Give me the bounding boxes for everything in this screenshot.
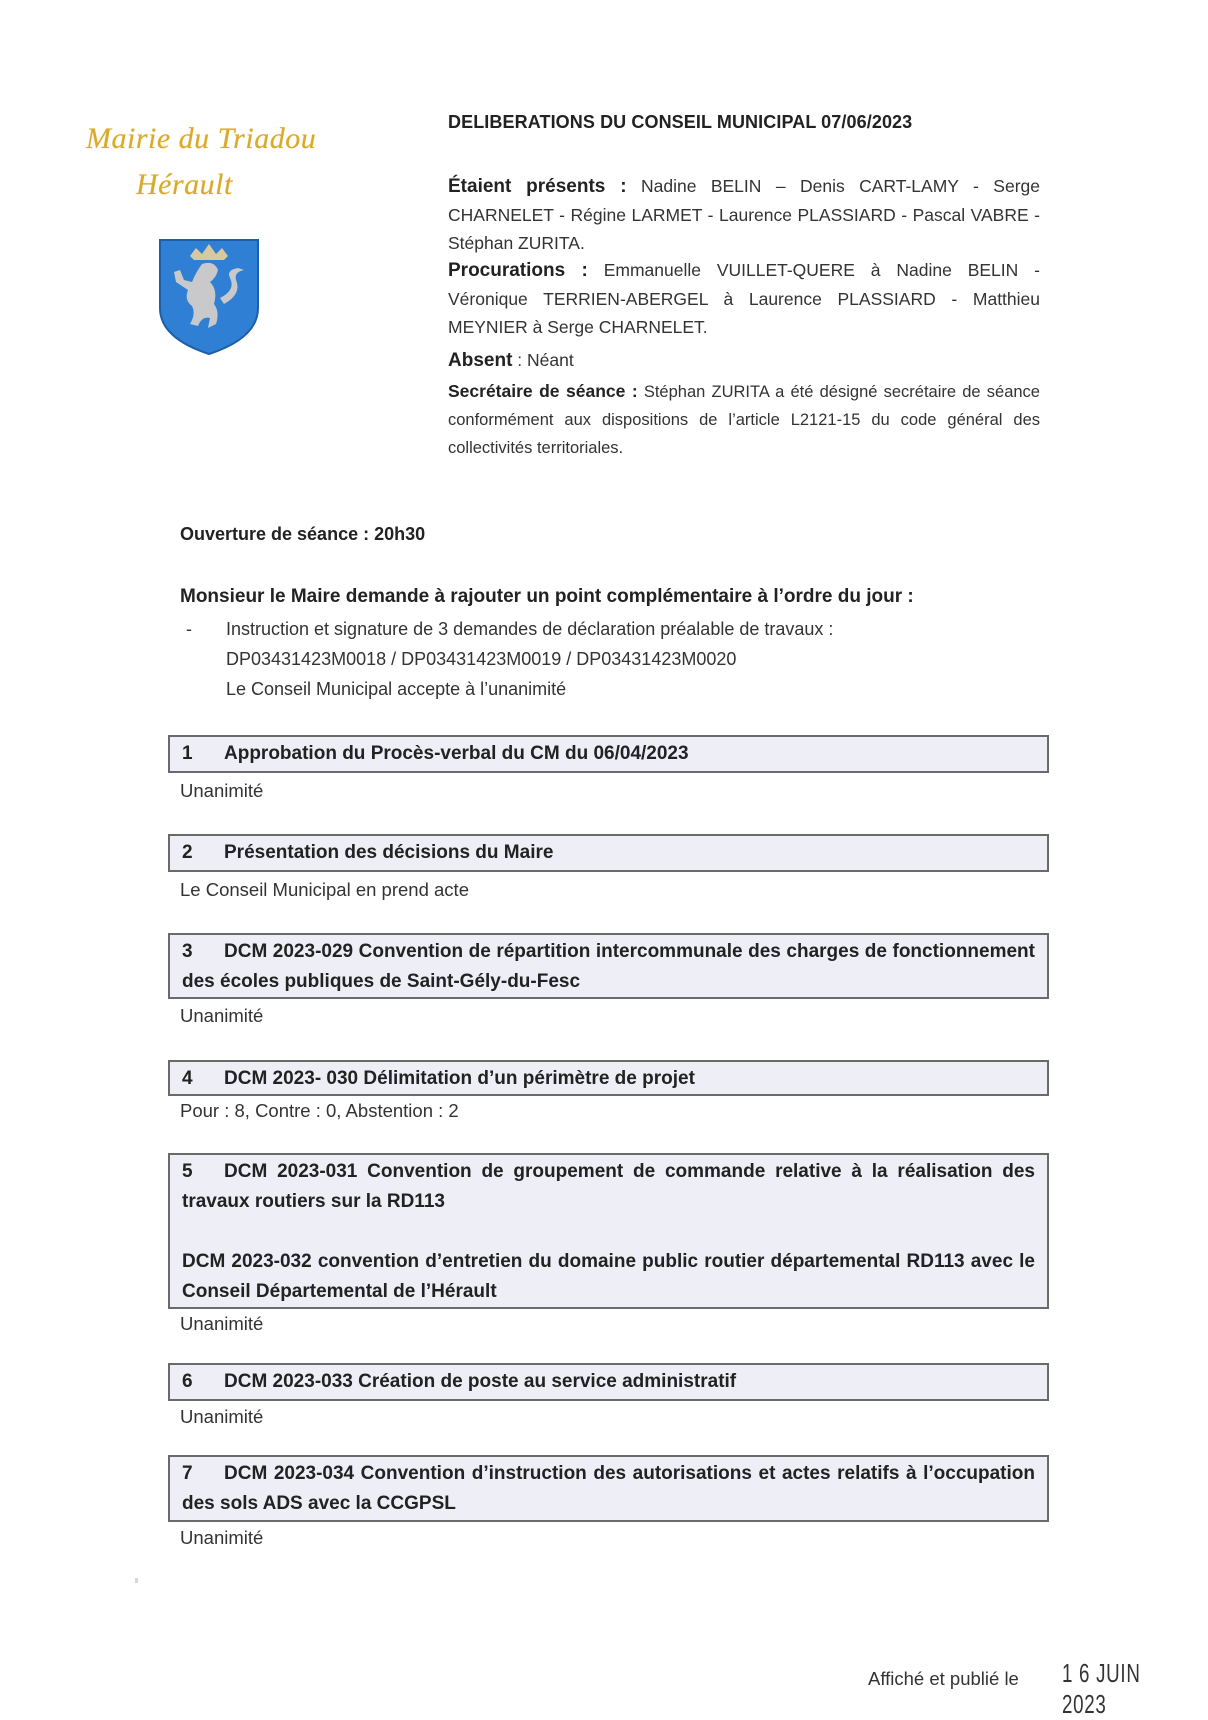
complement-line-1: Instruction et signature de 3 demandes de déclaration préalable de travaux : (226, 619, 834, 639)
secretary-label: Secrétaire de séance : (448, 381, 638, 401)
complement-bullet (186, 614, 1041, 704)
agenda-item (168, 1363, 1049, 1401)
proxies-label: Procurations : (448, 260, 588, 281)
item-number: 3 (182, 941, 193, 962)
item-number: 4 (182, 1068, 193, 1089)
agenda-item (168, 1060, 1049, 1096)
item-number: 2 (182, 842, 193, 863)
item-result: Unanimité (180, 1406, 264, 1427)
item-result: Pour : 8, Contre : 0, Abstention : 2 (180, 1100, 459, 1121)
item-title: DCM 2023- 030 Délimitation d’un périmètre de projet (224, 1068, 695, 1089)
secretary-value: Stéphan ZURITA a été désigné secrétaire de séance conformément aux dispositions de l’article L2121-15 du code général des collectivités territoriales. (448, 383, 1040, 457)
item-title: Approbation du Procès-verbal du CM du 06/04/2023 (224, 743, 689, 764)
item-result: Unanimité (180, 1527, 264, 1548)
complement-line-2: DP03431423M0018 / DP03431423M0019 / DP03431423M0020 (226, 649, 737, 669)
coat-of-arms-icon (158, 238, 260, 356)
item-title: DCM 2023-034 Convention d’instruction des autorisations et actes relatifs à l’occupation des sols ADS avec la CCGPSL (182, 1463, 1035, 1514)
item-number: 1 (182, 743, 193, 764)
agenda-item (168, 834, 1049, 872)
absent (448, 346, 1040, 375)
complement-line-3: Le Conseil Municipal accepte à l’unanimité (226, 679, 567, 699)
item-number: 5 (182, 1161, 193, 1182)
item-title: Présentation des décisions du Maire (224, 842, 554, 863)
publication-label: Affiché et publié le (868, 1668, 1019, 1689)
item-number: 6 (182, 1371, 193, 1392)
document-title: DELIBERATIONS DU CONSEIL MUNICIPAL 07/06/2023 (448, 112, 913, 132)
agenda-item (168, 1153, 1049, 1309)
publication-date-stamp: 1 6 JUIN 2023 (1062, 1658, 1141, 1719)
agenda-item (168, 933, 1049, 999)
item-number: 7 (182, 1463, 193, 1484)
logo-town-name: Mairie du Triadou (86, 122, 317, 155)
absent-value: : Néant (517, 350, 574, 370)
present-label: Étaient présents : (448, 176, 627, 197)
item-title: DCM 2023-033 Création de poste au service administratif (224, 1371, 737, 1392)
item-title: DCM 2023-031 Convention de groupement de commande relative à la réalisation des travaux routiers sur la RD113 (182, 1161, 1035, 1212)
item-result: Le Conseil Municipal en prend acte (180, 879, 469, 900)
item-title-secondary: DCM 2023-032 convention d’entretien du domaine public routier départemental RD113 avec le Conseil Départemental de l’Hérault (182, 1251, 1035, 1302)
bullet-dash: - (186, 619, 192, 639)
agenda-item (168, 735, 1049, 773)
logo-department: Hérault (136, 168, 233, 201)
session-secretary (448, 377, 1040, 462)
proxies-value: Emmanuelle VUILLET-QUERE à Nadine BELIN - Véronique TERRIEN-ABERGEL à Laurence PLASSIARD - Matthieu MEYNIER à Serge CHARNELET. (448, 260, 1040, 337)
item-title: DCM 2023-029 Convention de répartition intercommunale des charges de fonctionnement des écoles publiques de Saint-Gély-du-Fesc (182, 941, 1035, 992)
scan-artifact (135, 1578, 138, 1583)
proxies (448, 256, 1040, 341)
present-value: Nadine BELIN – Denis CART-LAMY - Serge CHARNELET - Régine LARMET - Laurence PLASSIARD - Pascal VABRE - Stéphan ZURITA. (448, 176, 1040, 253)
item-result: Unanimité (180, 1005, 264, 1026)
agenda-item (168, 1455, 1049, 1522)
complement-heading: Monsieur le Maire demande à rajouter un point complémentaire à l’ordre du jour : (180, 586, 914, 607)
absent-label: Absent (448, 350, 513, 371)
item-result: Unanimité (180, 1313, 264, 1334)
attendees-present (448, 172, 1040, 257)
item-result: Unanimité (180, 780, 264, 801)
session-opening: Ouverture de séance : 20h30 (180, 524, 426, 544)
